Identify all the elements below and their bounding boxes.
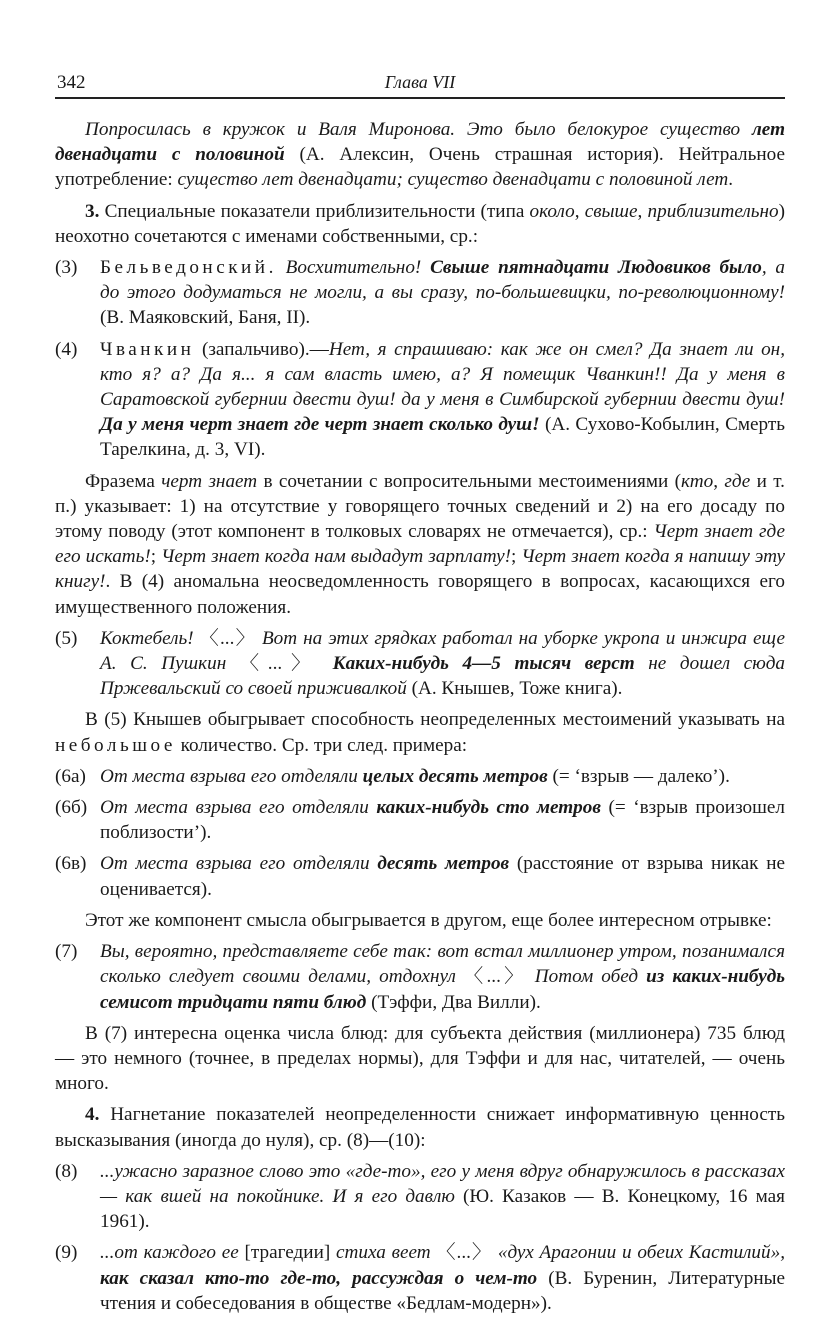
text: В (5) Кнышев обыгрывает способность неопределенных местоимений указывать на: [85, 709, 785, 731]
paragraph-735-dishes: [55, 1021, 785, 1097]
quote: ...ужасно заразное слово это «где-то», его у меня вдруг обнаружилось в рассказах — как вшей на покойнике. И я его давлю: [100, 1160, 785, 1207]
example-text: [100, 795, 785, 845]
source: (В. Маяковский, Баня, II).: [100, 307, 311, 329]
section-number: 4.: [85, 1104, 100, 1126]
example-text: [100, 764, 785, 789]
example-text: [100, 255, 785, 331]
quote: От места взрыва его отделяли: [100, 797, 377, 819]
paragraph-aleksin: [55, 117, 785, 193]
highlight: лет двенадцати с половиной: [55, 119, 785, 166]
source: (Ю. Казаков — В. Конецкому, 16 мая 1961).: [100, 1185, 785, 1233]
quote: стиха веет: [330, 1242, 437, 1264]
text: Нагнетание показателей неопределенности снижает информативную ценность высказывания (иногда до нуля), ср. (8)—(10):: [55, 1104, 785, 1151]
ellipsis: 〈...〉: [464, 966, 527, 988]
example-number: (6б): [55, 797, 88, 819]
term: кто: [681, 470, 714, 492]
highlight: десять метров: [377, 853, 510, 875]
term: приблизительно: [647, 200, 779, 222]
text: количество. Ср. три след. примера:: [175, 734, 468, 756]
gloss: (= ‘взрыв произошел поблизости’).: [100, 797, 785, 844]
example-number: (6а): [55, 765, 86, 787]
ellipsis: 〈...〉: [199, 627, 256, 649]
quote: Потом обед: [526, 966, 647, 988]
text: ,: [637, 200, 648, 222]
stage-direction: (запальчиво).—: [194, 338, 329, 360]
text: ,: [574, 200, 585, 222]
ellipsis: 〈...〉: [239, 653, 333, 675]
text: Специальные показатели приблизительности (типа: [99, 200, 530, 222]
example-7: [55, 939, 785, 1015]
highlight: Да у меня черт знает где черт знает сколько душ!: [100, 414, 540, 436]
example-number: (3): [55, 257, 78, 279]
paragraph-another-fragment: [55, 908, 785, 933]
term: около: [529, 200, 575, 222]
highlight: Свыше пятнадцати Людовиков было: [430, 257, 762, 279]
quote: От места взрыва его отделяли: [100, 853, 378, 875]
book-page: [55, 70, 785, 1322]
example-number: (7): [55, 941, 78, 963]
quote: Коктебель!: [100, 627, 200, 649]
text: ,: [713, 470, 725, 492]
example-text: [100, 1159, 785, 1235]
running-header: [55, 70, 785, 99]
example-text: [100, 1240, 785, 1316]
example-text: [100, 851, 785, 901]
ellipsis: 〈...〉: [436, 1242, 493, 1264]
text: ;: [511, 546, 522, 568]
text: . В (4) аномальна неосведомленность говорящего в вопросах, касающихся его имущественного положения.: [55, 571, 785, 618]
term: черт знает: [161, 470, 258, 492]
example-text: [100, 337, 785, 463]
example-6v: [55, 851, 785, 901]
example-number: (6в): [55, 853, 87, 875]
quote-text: Попросилась в кружок и Валя Миронова. Это было белокурое существо: [85, 119, 752, 140]
highlight: из каких-нибудь семисот тридцати пяти блюд: [100, 966, 785, 1013]
source: (А. Кнышев, Тоже книга).: [406, 678, 623, 700]
highlight: как сказал кто-то где-то, рассуждая о чем-то: [100, 1267, 538, 1289]
text: и т. п.) указывает: 1) на отсутствие у говорящего точных сведений и 2) на его досаду по этому поводу (этот компонент в толковых словарях не отмечается), ср.:: [55, 470, 785, 543]
text: (А. Алексин, Очень страшная история). Нейтральное употребление:: [55, 144, 785, 191]
text: Фразема: [85, 470, 162, 492]
text: ) неохотно сочетаются с именами собственными, ср.:: [55, 200, 786, 247]
example-4: [55, 337, 785, 463]
quote: Нет, я спрашиваю: как же он смел? Да знает ли он, кто я? а? Да я... я сам власть имею, а? Я помещик Чванкин!! Да у меня в Саратовской губернии двести душ! да у меня в Симбирской губернии двести душ!: [100, 338, 785, 411]
example-text: [100, 939, 785, 1015]
quote: От места взрыва его отделяли: [100, 765, 363, 787]
paragraph-section-3: [55, 199, 785, 249]
quote: не дошел сюда Пржевальский со своей приживалкой: [100, 653, 786, 700]
example-9: [55, 1240, 785, 1316]
example: Черт знает где его искать!: [55, 521, 785, 568]
example-text: существо лет двенадцати; существо двенадцати с половиной лет: [177, 169, 729, 191]
speaker: Бельведонский.: [100, 257, 277, 279]
text: ;: [150, 546, 162, 568]
example-5: [55, 626, 785, 702]
highlight: каких-нибудь сто метров: [376, 797, 601, 819]
example-number: (9): [55, 1242, 78, 1264]
chapter-title: Глава VII: [384, 72, 456, 92]
section-number: 3.: [85, 200, 100, 222]
emphasis: небольшое: [55, 734, 176, 756]
highlight: Каких-нибудь 4—5 тысяч верст: [332, 653, 635, 675]
quote: ...от каждого ее: [100, 1242, 245, 1264]
highlight: целых десять метров: [362, 765, 548, 787]
source: (Тэффи, Два Вилли).: [366, 991, 541, 1013]
source: (А. Сухово-Кобылин, Смерть Тарелкина, д. 3, VI).: [100, 414, 785, 461]
example-number: (8): [55, 1160, 78, 1182]
source: (В. Буренин, Литературные чтения и собеседования в обществе «Бедлам-модерн»).: [100, 1267, 785, 1314]
quote: «дух Арагонии и обеих Кастилий»,: [492, 1242, 785, 1264]
example-number: (4): [55, 338, 78, 360]
example-text: [100, 626, 785, 702]
page-number: 342: [57, 72, 86, 93]
gloss: (= ‘взрыв — далеко’).: [547, 765, 730, 787]
term: свыше: [584, 200, 638, 222]
text: .: [728, 169, 734, 191]
example-3: [55, 255, 785, 331]
speaker: Чванкин: [100, 338, 195, 360]
quote: Вы, вероятно, представляете себе так: вот встал миллионер утром, позанимался сколько следует своими делами, отдохнул: [100, 941, 785, 988]
paragraph-cherti-znaet: [55, 469, 785, 620]
text: Этот же компонент смысла обыгрывается в другом, еще более интересном отрывке:: [85, 909, 772, 931]
example: Черт знает когда нам выдадут зарплату!: [161, 546, 512, 568]
example-6a: [55, 764, 785, 789]
text: В (7) интересна оценка числа блюд: для субъекта действия (миллионера) 735 блюд — это немного (точнее, в пределах нормы), для Тэффи и для нас, читателей, — очень много.: [55, 1022, 785, 1095]
example: Черт знает когда я напишу эту книгу!: [55, 546, 785, 593]
gloss: (расстояние от взрыва никак не оценивается).: [100, 853, 785, 900]
example-6b: [55, 795, 785, 845]
term: где: [724, 470, 751, 492]
page-body: [55, 117, 785, 1316]
text: в сочетании с вопросительными местоимениями (: [257, 470, 682, 492]
quote: Восхитительно!: [276, 257, 431, 279]
quote: , а до этого додуматься не могли, а вы сразу, по-большевицки, по-революционному!: [100, 257, 785, 304]
paragraph-knyshev: [55, 707, 785, 757]
example-8: [55, 1159, 785, 1235]
quote: Вот на этих грядках работал на уборке укропа и инжира еще А. С. Пушкин: [100, 627, 786, 675]
editorial-note: [трагедии]: [244, 1242, 331, 1264]
paragraph-section-4: [55, 1102, 785, 1152]
example-number: (5): [55, 627, 78, 649]
